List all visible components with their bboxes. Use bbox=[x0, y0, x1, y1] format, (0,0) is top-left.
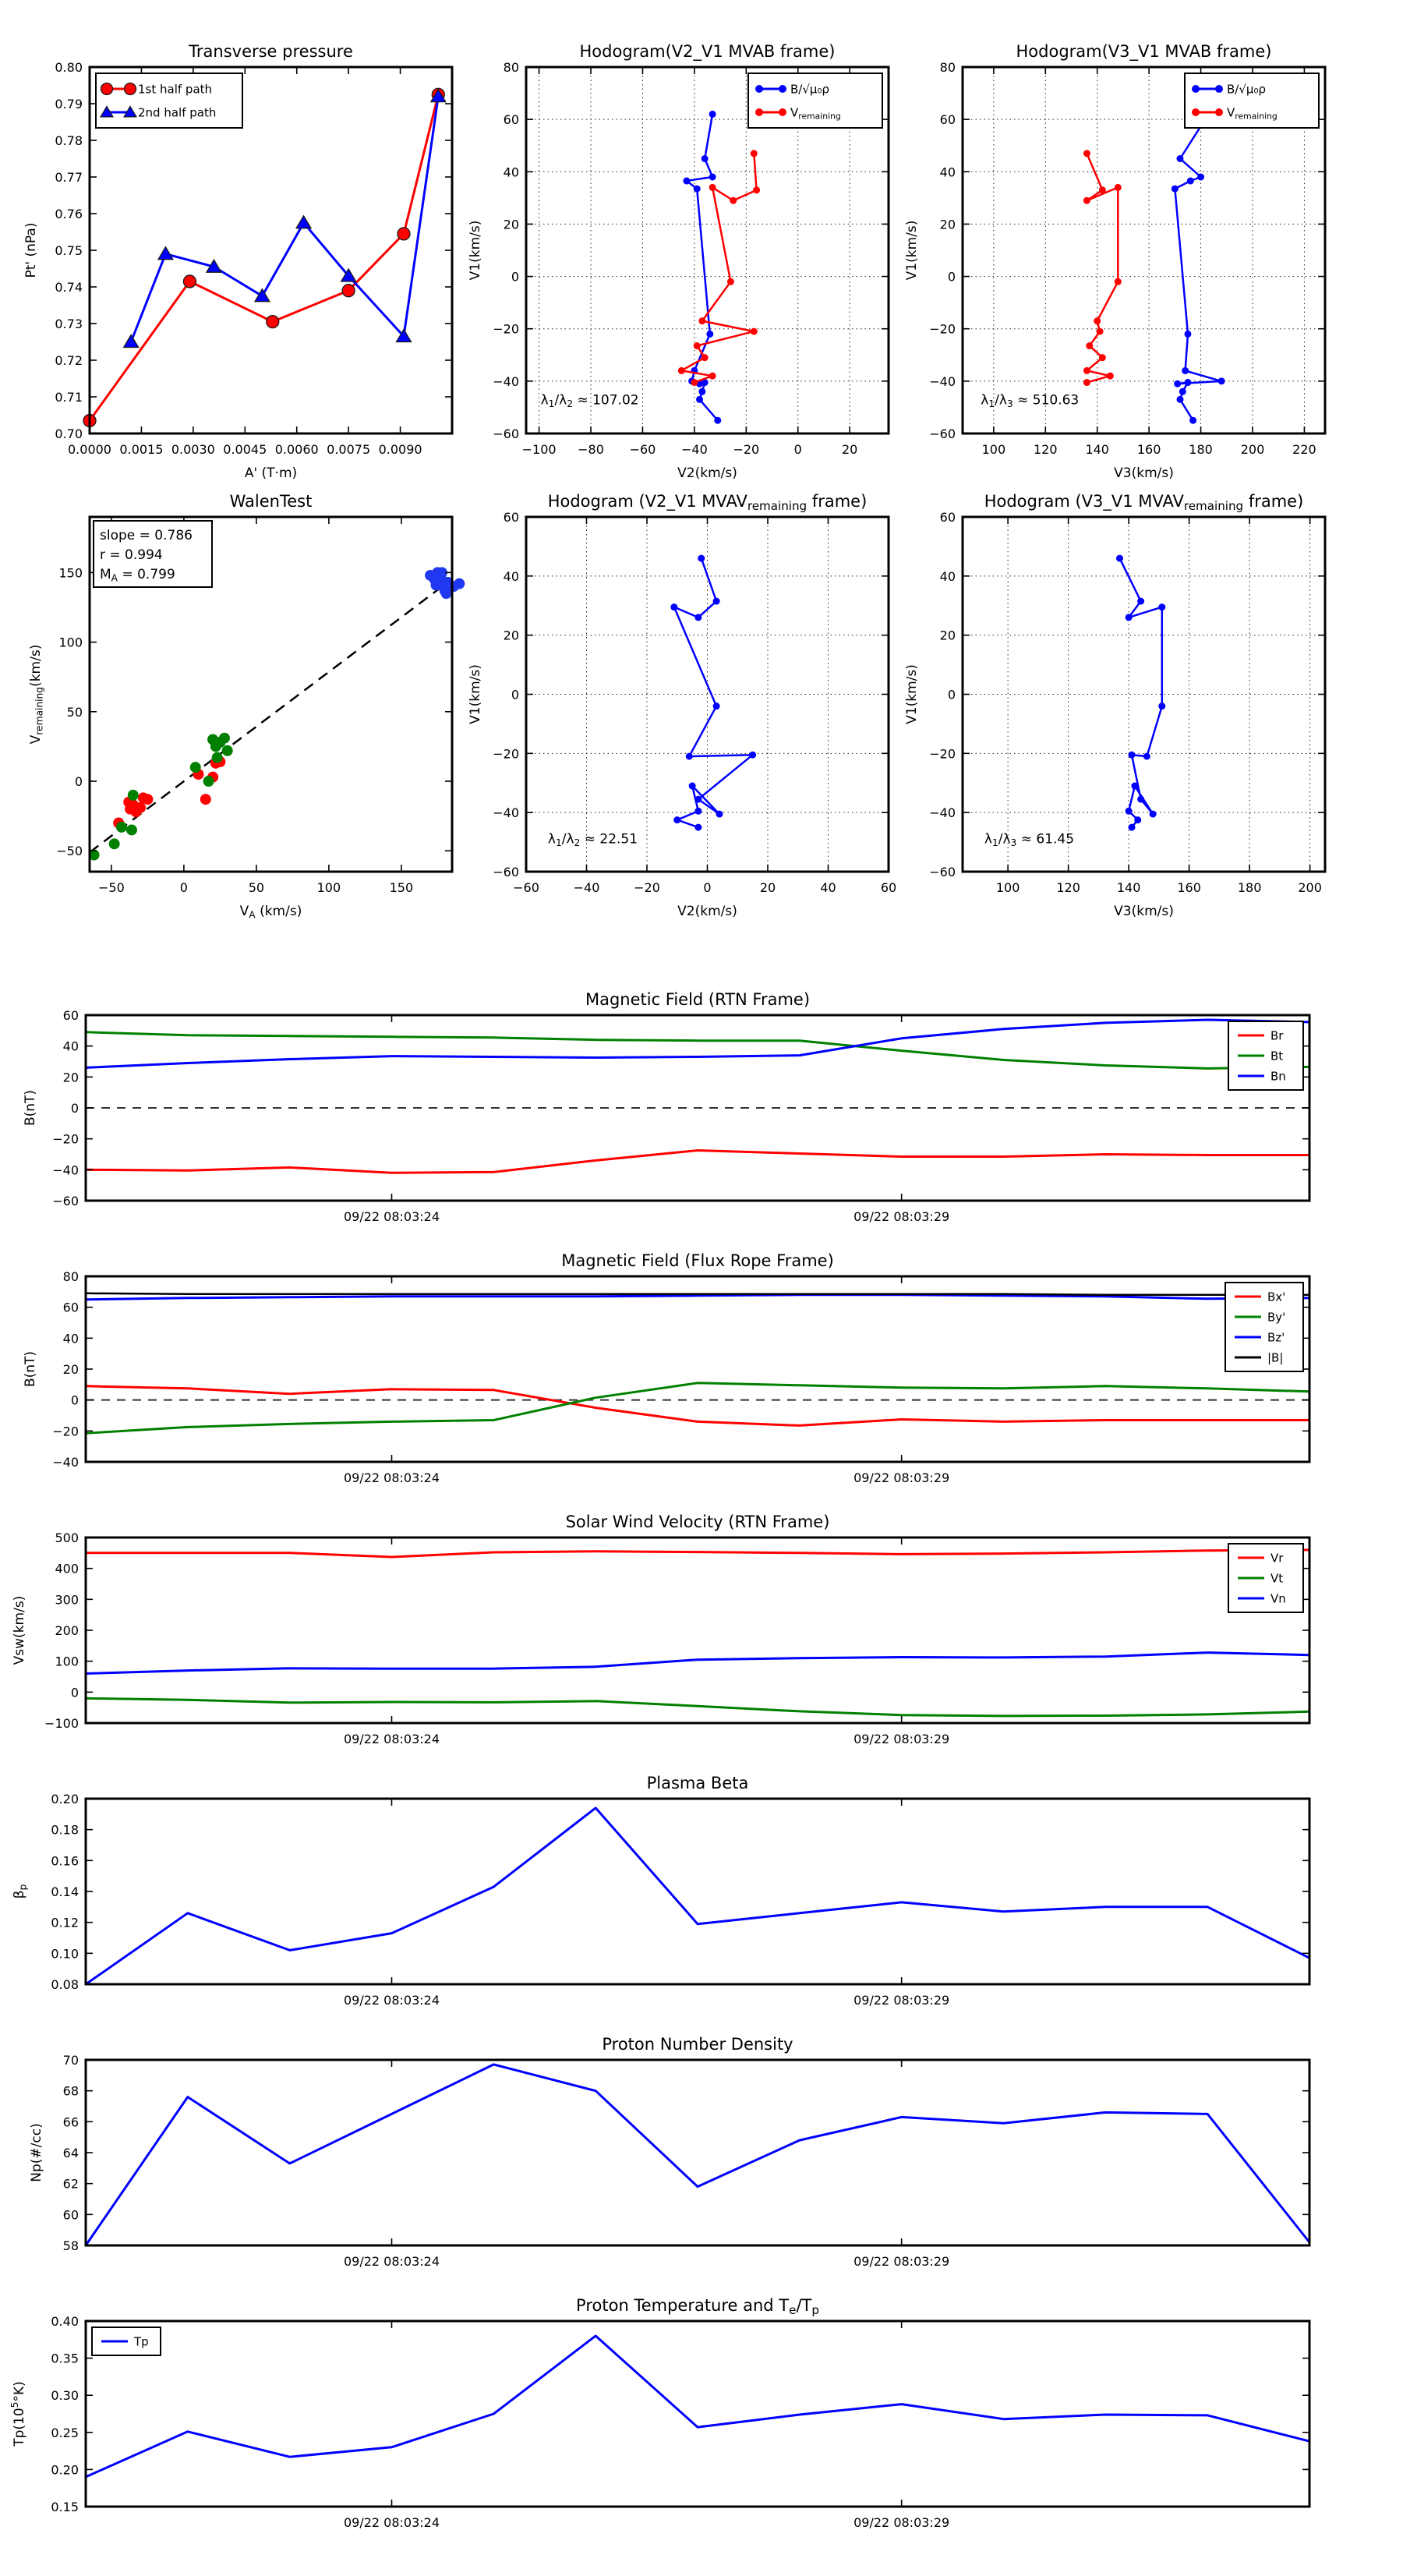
legend bbox=[1228, 1021, 1303, 1090]
plot-title: Plasma Beta bbox=[646, 1774, 749, 1792]
annotation-text: $\lambda_1/\lambda_2 \approx 107.02$ bbox=[540, 392, 639, 409]
annotation-text: $\lambda_1/\lambda_3 \approx 61.45$ bbox=[984, 831, 1075, 848]
y-tick-label: 0.12 bbox=[51, 1915, 79, 1930]
x-tick-label: 100 bbox=[995, 880, 1020, 895]
y-tick-label: 40 bbox=[503, 165, 519, 180]
y-axis-label: Vsw(km/s) bbox=[12, 1595, 27, 1665]
y-tick-label: 60 bbox=[62, 1008, 79, 1023]
legend bbox=[1185, 73, 1319, 128]
y-tick-label: 0.25 bbox=[51, 2425, 79, 2440]
annotation-text: $\lambda_1/\lambda_2 \approx 22.51$ bbox=[547, 831, 638, 848]
y-tick-label: 300 bbox=[55, 1592, 79, 1608]
series-v-path bbox=[670, 555, 756, 831]
y-tick-label: 60 bbox=[503, 112, 519, 128]
series-beta-p bbox=[86, 1808, 1309, 1984]
y-tick-label: 0.72 bbox=[55, 353, 83, 368]
y-tick-label: 0 bbox=[70, 1392, 79, 1408]
grid bbox=[963, 517, 1325, 872]
x-tick-label: 09/22 08:03:24 bbox=[343, 2515, 440, 2530]
stats-line: r = 0.994 bbox=[100, 547, 163, 563]
y-tick-label: −40 bbox=[493, 805, 519, 821]
x-tick-label: −40 bbox=[681, 442, 708, 457]
y-tick-label: 0.20 bbox=[51, 2462, 79, 2478]
plot-title: Proton Temperature and $T_e/T_p$ bbox=[576, 2296, 819, 2318]
x-tick-label: 20 bbox=[841, 442, 858, 457]
panel-p4 bbox=[28, 492, 465, 920]
x-tick-label: 09/22 08:03:29 bbox=[853, 2254, 950, 2269]
legend-label: $V_{remaining}$ bbox=[790, 105, 841, 122]
series-v-remaining bbox=[678, 150, 760, 386]
legend-label: Bn bbox=[1270, 1069, 1286, 1084]
panel-p3 bbox=[904, 42, 1325, 481]
y-axis-label: $\beta_p$ bbox=[12, 1884, 29, 1899]
y-axis-label: V1(km/s) bbox=[468, 664, 483, 724]
y-tick-label: 66 bbox=[62, 2114, 79, 2130]
y-tick-label: 0.18 bbox=[51, 1822, 79, 1838]
x-tick-label: 09/22 08:03:29 bbox=[853, 1470, 950, 1485]
legend bbox=[1228, 1544, 1303, 1612]
x-tick-label: 180 bbox=[1189, 442, 1213, 457]
x-tick-label: 0 bbox=[703, 880, 712, 895]
y-tick-label: −60 bbox=[929, 426, 956, 441]
x-tick-label: −20 bbox=[733, 442, 760, 457]
x-tick-label: 09/22 08:03:24 bbox=[343, 1732, 440, 1746]
y-axis-label: V1(km/s) bbox=[904, 664, 920, 724]
ticks bbox=[51, 1792, 1309, 2008]
y-tick-label: 0.20 bbox=[51, 1792, 79, 1806]
axes-border bbox=[86, 1537, 1309, 1723]
y-tick-label: −40 bbox=[493, 373, 519, 389]
plot-title: Hodogram (V2_V1 $MVAV_{remaining}$ frame) bbox=[547, 492, 868, 514]
y-tick-label: 0.77 bbox=[55, 170, 83, 185]
panel-t4 bbox=[12, 1774, 1309, 2008]
y-tick-label: 0.70 bbox=[55, 426, 83, 441]
series-br bbox=[86, 1151, 1309, 1173]
series-by- bbox=[86, 1383, 1309, 1434]
series-np bbox=[86, 2065, 1309, 2245]
axes-border bbox=[86, 1799, 1309, 1984]
y-tick-label: 0.10 bbox=[51, 1946, 79, 1962]
legend-label: 2nd half path bbox=[138, 105, 217, 120]
y-tick-label: 0.15 bbox=[51, 2500, 79, 2514]
legend-label: |B| bbox=[1267, 1350, 1284, 1365]
x-axis-label: V2(km/s) bbox=[677, 904, 737, 919]
panel-t3 bbox=[12, 1513, 1309, 1746]
x-axis-label: V3(km/s) bbox=[1114, 904, 1174, 919]
y-tick-label: 0 bbox=[947, 269, 956, 285]
series-bx- bbox=[86, 1386, 1309, 1426]
y-axis-label: Np(#/cc) bbox=[29, 2123, 44, 2182]
x-axis-label: A' (T·m) bbox=[244, 465, 298, 481]
y-tick-label: 0.14 bbox=[51, 1884, 79, 1899]
x-tick-label: 120 bbox=[1034, 442, 1058, 457]
y-tick-label: 70 bbox=[62, 2053, 79, 2068]
y-tick-label: 60 bbox=[939, 112, 956, 128]
x-tick-label: 0.0090 bbox=[378, 442, 422, 457]
y-tick-label: −20 bbox=[929, 746, 956, 762]
x-tick-label: −20 bbox=[634, 880, 660, 895]
y-tick-label: 0.08 bbox=[51, 1977, 79, 1992]
x-tick-label: 60 bbox=[880, 880, 897, 895]
y-tick-label: 0.71 bbox=[55, 390, 83, 405]
series-vr bbox=[86, 1550, 1309, 1557]
x-tick-label: −60 bbox=[629, 442, 656, 457]
x-tick-label: −80 bbox=[578, 442, 604, 457]
y-axis-label: Pt' (nPa) bbox=[23, 222, 39, 278]
y-tick-label: 100 bbox=[58, 635, 83, 650]
y-axis-label: B(nT) bbox=[23, 1089, 38, 1127]
y-tick-label: 0.30 bbox=[51, 2388, 79, 2404]
y-tick-label: 20 bbox=[62, 1362, 79, 1377]
y-tick-label: 50 bbox=[66, 704, 83, 720]
y-tick-label: −20 bbox=[52, 1131, 79, 1147]
y-tick-label: 60 bbox=[62, 1300, 79, 1315]
y-tick-label: 0 bbox=[511, 269, 519, 285]
x-tick-label: 180 bbox=[1237, 880, 1262, 895]
panel-t6 bbox=[9, 2296, 1309, 2530]
y-tick-label: 62 bbox=[62, 2176, 79, 2192]
annotation-text: $\lambda_1/\lambda_3 \approx 510.63$ bbox=[981, 392, 1080, 409]
y-tick-label: 80 bbox=[62, 1269, 79, 1284]
y-tick-label: 0.76 bbox=[55, 207, 83, 221]
y-tick-label: −60 bbox=[929, 865, 956, 879]
legend-label: Bz' bbox=[1267, 1330, 1285, 1345]
x-tick-label: 0.0030 bbox=[171, 442, 215, 457]
stats-line: slope = 0.786 bbox=[100, 528, 193, 543]
y-tick-label: 40 bbox=[62, 1039, 79, 1054]
y-tick-label: 100 bbox=[55, 1654, 79, 1669]
x-tick-label: 140 bbox=[1085, 442, 1109, 457]
legend-label: Vn bbox=[1270, 1591, 1286, 1606]
y-tick-label: −50 bbox=[56, 844, 83, 859]
y-tick-label: 20 bbox=[939, 217, 956, 232]
y-tick-label: 0.16 bbox=[51, 1853, 79, 1869]
series-vt bbox=[86, 1698, 1309, 1716]
y-tick-label: −60 bbox=[493, 426, 519, 441]
y-tick-label: 40 bbox=[939, 165, 956, 180]
x-tick-label: 160 bbox=[1136, 442, 1161, 457]
y-tick-label: 20 bbox=[503, 628, 519, 643]
y-tick-label: −60 bbox=[493, 865, 519, 879]
x-tick-label: 50 bbox=[248, 880, 265, 895]
x-tick-label: 120 bbox=[1056, 880, 1080, 895]
y-tick-label: −60 bbox=[52, 1194, 79, 1208]
legend-label: Bt bbox=[1270, 1049, 1284, 1063]
ticks bbox=[44, 1530, 1309, 1746]
y-tick-label: 0 bbox=[74, 774, 83, 790]
y-tick-label: −20 bbox=[929, 321, 956, 337]
plot-title: WalenTest bbox=[229, 492, 313, 511]
y-tick-label: 0.74 bbox=[55, 280, 83, 295]
x-tick-label: 09/22 08:03:24 bbox=[343, 2254, 440, 2269]
x-axis-label: $V_A$ (km/s) bbox=[239, 904, 302, 921]
x-tick-label: 0.0075 bbox=[327, 442, 371, 457]
y-tick-label: 68 bbox=[62, 2083, 79, 2099]
y-tick-label: −40 bbox=[52, 1162, 79, 1178]
stats-box bbox=[94, 521, 212, 587]
legend-label: Br bbox=[1270, 1028, 1284, 1043]
x-tick-label: 09/22 08:03:29 bbox=[853, 2515, 950, 2530]
series-vn bbox=[86, 1653, 1309, 1674]
x-tick-label: 40 bbox=[820, 880, 836, 895]
stats-line: $M_A = 0.799$ bbox=[100, 567, 175, 584]
panel-p6 bbox=[904, 492, 1325, 919]
y-tick-label: 0.35 bbox=[51, 2351, 79, 2366]
axes-border bbox=[86, 2060, 1309, 2245]
legend bbox=[96, 73, 242, 128]
legend bbox=[1225, 1283, 1303, 1371]
plot-title: Magnetic Field (Flux Rope Frame) bbox=[561, 1251, 834, 1270]
y-tick-label: 40 bbox=[939, 568, 956, 584]
series-bn bbox=[86, 1020, 1309, 1067]
x-tick-label: 200 bbox=[1240, 442, 1265, 457]
x-tick-label: 200 bbox=[1298, 880, 1322, 895]
panel-t1 bbox=[23, 990, 1309, 1224]
ticks bbox=[63, 2053, 1309, 2269]
x-axis-label: V3(km/s) bbox=[1114, 465, 1174, 481]
y-tick-label: 20 bbox=[939, 628, 956, 643]
x-tick-label: 0.0060 bbox=[274, 442, 319, 457]
x-tick-label: −60 bbox=[513, 880, 539, 895]
x-tick-label: 09/22 08:03:29 bbox=[853, 1993, 950, 2008]
legend bbox=[748, 73, 882, 128]
y-tick-label: 0 bbox=[70, 1685, 79, 1700]
x-tick-label: 100 bbox=[316, 880, 341, 895]
series-v-remaining bbox=[1083, 150, 1122, 386]
x-tick-label: 20 bbox=[759, 880, 776, 895]
y-tick-label: −20 bbox=[52, 1424, 79, 1439]
plot-title: Hodogram(V2_V1 MVAB frame) bbox=[579, 42, 836, 61]
plot-title: Hodogram (V3_V1 $MVAV_{remaining}$ frame) bbox=[984, 492, 1304, 514]
y-tick-label: 200 bbox=[55, 1623, 79, 1638]
series-bt bbox=[86, 1032, 1309, 1069]
x-tick-label: 220 bbox=[1292, 442, 1316, 457]
legend-label: 1st half path bbox=[138, 82, 213, 97]
series--b- bbox=[86, 1293, 1309, 1295]
y-axis-label: V1(km/s) bbox=[468, 220, 483, 281]
y-tick-label: 40 bbox=[503, 568, 519, 584]
legend bbox=[92, 2327, 161, 2355]
y-tick-label: 400 bbox=[55, 1561, 79, 1576]
y-tick-label: 60 bbox=[939, 510, 956, 525]
y-tick-label: 0.80 bbox=[55, 60, 83, 75]
y-tick-label: 150 bbox=[58, 565, 83, 581]
series-tp bbox=[86, 2336, 1309, 2477]
y-tick-label: 0 bbox=[947, 687, 956, 702]
ticks bbox=[52, 1269, 1309, 1485]
y-tick-label: 0.78 bbox=[55, 133, 83, 148]
x-tick-label: 0 bbox=[793, 442, 802, 457]
panel-p5 bbox=[468, 492, 896, 919]
grid bbox=[526, 517, 889, 872]
y-tick-label: 0.40 bbox=[51, 2314, 79, 2329]
x-tick-label: 100 bbox=[981, 442, 1006, 457]
x-axis-label: V2(km/s) bbox=[677, 465, 737, 481]
legend-label: By' bbox=[1267, 1310, 1286, 1325]
x-tick-label: 09/22 08:03:29 bbox=[853, 1732, 950, 1746]
y-axis-label: $V_{remaining}(km/s)$ bbox=[28, 644, 45, 745]
y-tick-label: −100 bbox=[44, 1716, 79, 1731]
plot-title: Transverse pressure bbox=[189, 42, 353, 61]
y-tick-label: 64 bbox=[62, 2146, 79, 2160]
y-tick-label: 0.79 bbox=[55, 97, 83, 111]
x-tick-label: −40 bbox=[573, 880, 600, 895]
x-tick-label: −100 bbox=[521, 442, 557, 457]
series-b-sqrt-mu0-rho- bbox=[1172, 111, 1225, 424]
x-tick-label: 0.0000 bbox=[68, 442, 111, 457]
series-v-path bbox=[1116, 555, 1165, 831]
y-tick-label: 58 bbox=[62, 2238, 79, 2253]
panel-t5 bbox=[29, 2035, 1309, 2269]
legend-label: Tp bbox=[134, 2334, 149, 2349]
y-tick-label: −20 bbox=[493, 321, 519, 337]
legend-label: B/√μ₀ρ bbox=[1227, 82, 1266, 97]
x-tick-label: 09/22 08:03:24 bbox=[343, 1993, 440, 2008]
x-tick-label: 09/22 08:03:29 bbox=[853, 1209, 950, 1224]
x-tick-label: 09/22 08:03:24 bbox=[343, 1470, 440, 1485]
y-tick-label: −40 bbox=[929, 805, 956, 821]
y-axis-label: B(nT) bbox=[23, 1350, 38, 1388]
axes-border bbox=[86, 1276, 1309, 1462]
legend-label: Vt bbox=[1270, 1571, 1284, 1586]
y-axis-label: V1(km/s) bbox=[904, 220, 920, 281]
y-tick-label: −40 bbox=[929, 373, 956, 389]
legend-label: B/√μ₀ρ bbox=[790, 82, 829, 97]
plot-title: Solar Wind Velocity (RTN Frame) bbox=[565, 1513, 830, 1531]
y-tick-label: 0.75 bbox=[55, 243, 83, 258]
series-cluster-points bbox=[425, 567, 465, 599]
y-tick-label: 0.73 bbox=[55, 317, 83, 331]
legend-label: $V_{remaining}$ bbox=[1227, 105, 1278, 122]
y-tick-label: 40 bbox=[62, 1331, 79, 1346]
y-tick-label: 0 bbox=[511, 687, 519, 702]
plot-title: Magnetic Field (RTN Frame) bbox=[585, 990, 811, 1009]
y-tick-label: 80 bbox=[939, 60, 956, 75]
panel-p2 bbox=[468, 42, 889, 481]
y-tick-label: −20 bbox=[493, 746, 519, 762]
x-tick-label: 0 bbox=[179, 880, 188, 895]
series-1st-half-path bbox=[83, 88, 444, 426]
x-tick-label: 0.0015 bbox=[119, 442, 164, 457]
y-tick-label: 500 bbox=[55, 1530, 79, 1545]
y-tick-label: 20 bbox=[62, 1070, 79, 1085]
legend-label: Vr bbox=[1270, 1551, 1284, 1566]
y-tick-label: −40 bbox=[52, 1455, 79, 1470]
series-outbound-points bbox=[89, 733, 233, 861]
legend-label: Bx' bbox=[1267, 1290, 1286, 1304]
x-tick-label: 150 bbox=[389, 880, 414, 895]
x-tick-label: 140 bbox=[1116, 880, 1141, 895]
panel-p1 bbox=[23, 42, 452, 481]
panel-t2 bbox=[23, 1251, 1309, 1485]
plot-title: Hodogram(V3_V1 MVAB frame) bbox=[1016, 42, 1272, 61]
x-tick-label: 160 bbox=[1177, 880, 1201, 895]
x-tick-label: 09/22 08:03:24 bbox=[343, 1209, 440, 1224]
plot-title: Proton Number Density bbox=[602, 2035, 793, 2054]
ticks bbox=[51, 2314, 1309, 2530]
x-tick-label: 0.0045 bbox=[223, 442, 267, 457]
y-tick-label: 0 bbox=[70, 1101, 79, 1116]
y-tick-label: 80 bbox=[503, 60, 519, 75]
x-tick-label: −50 bbox=[98, 880, 125, 895]
y-tick-label: 60 bbox=[503, 510, 519, 525]
y-tick-label: 20 bbox=[503, 217, 519, 232]
y-axis-label: $Tp(10^5^\circ K)$ bbox=[9, 2381, 27, 2447]
y-tick-label: 60 bbox=[62, 2207, 79, 2223]
